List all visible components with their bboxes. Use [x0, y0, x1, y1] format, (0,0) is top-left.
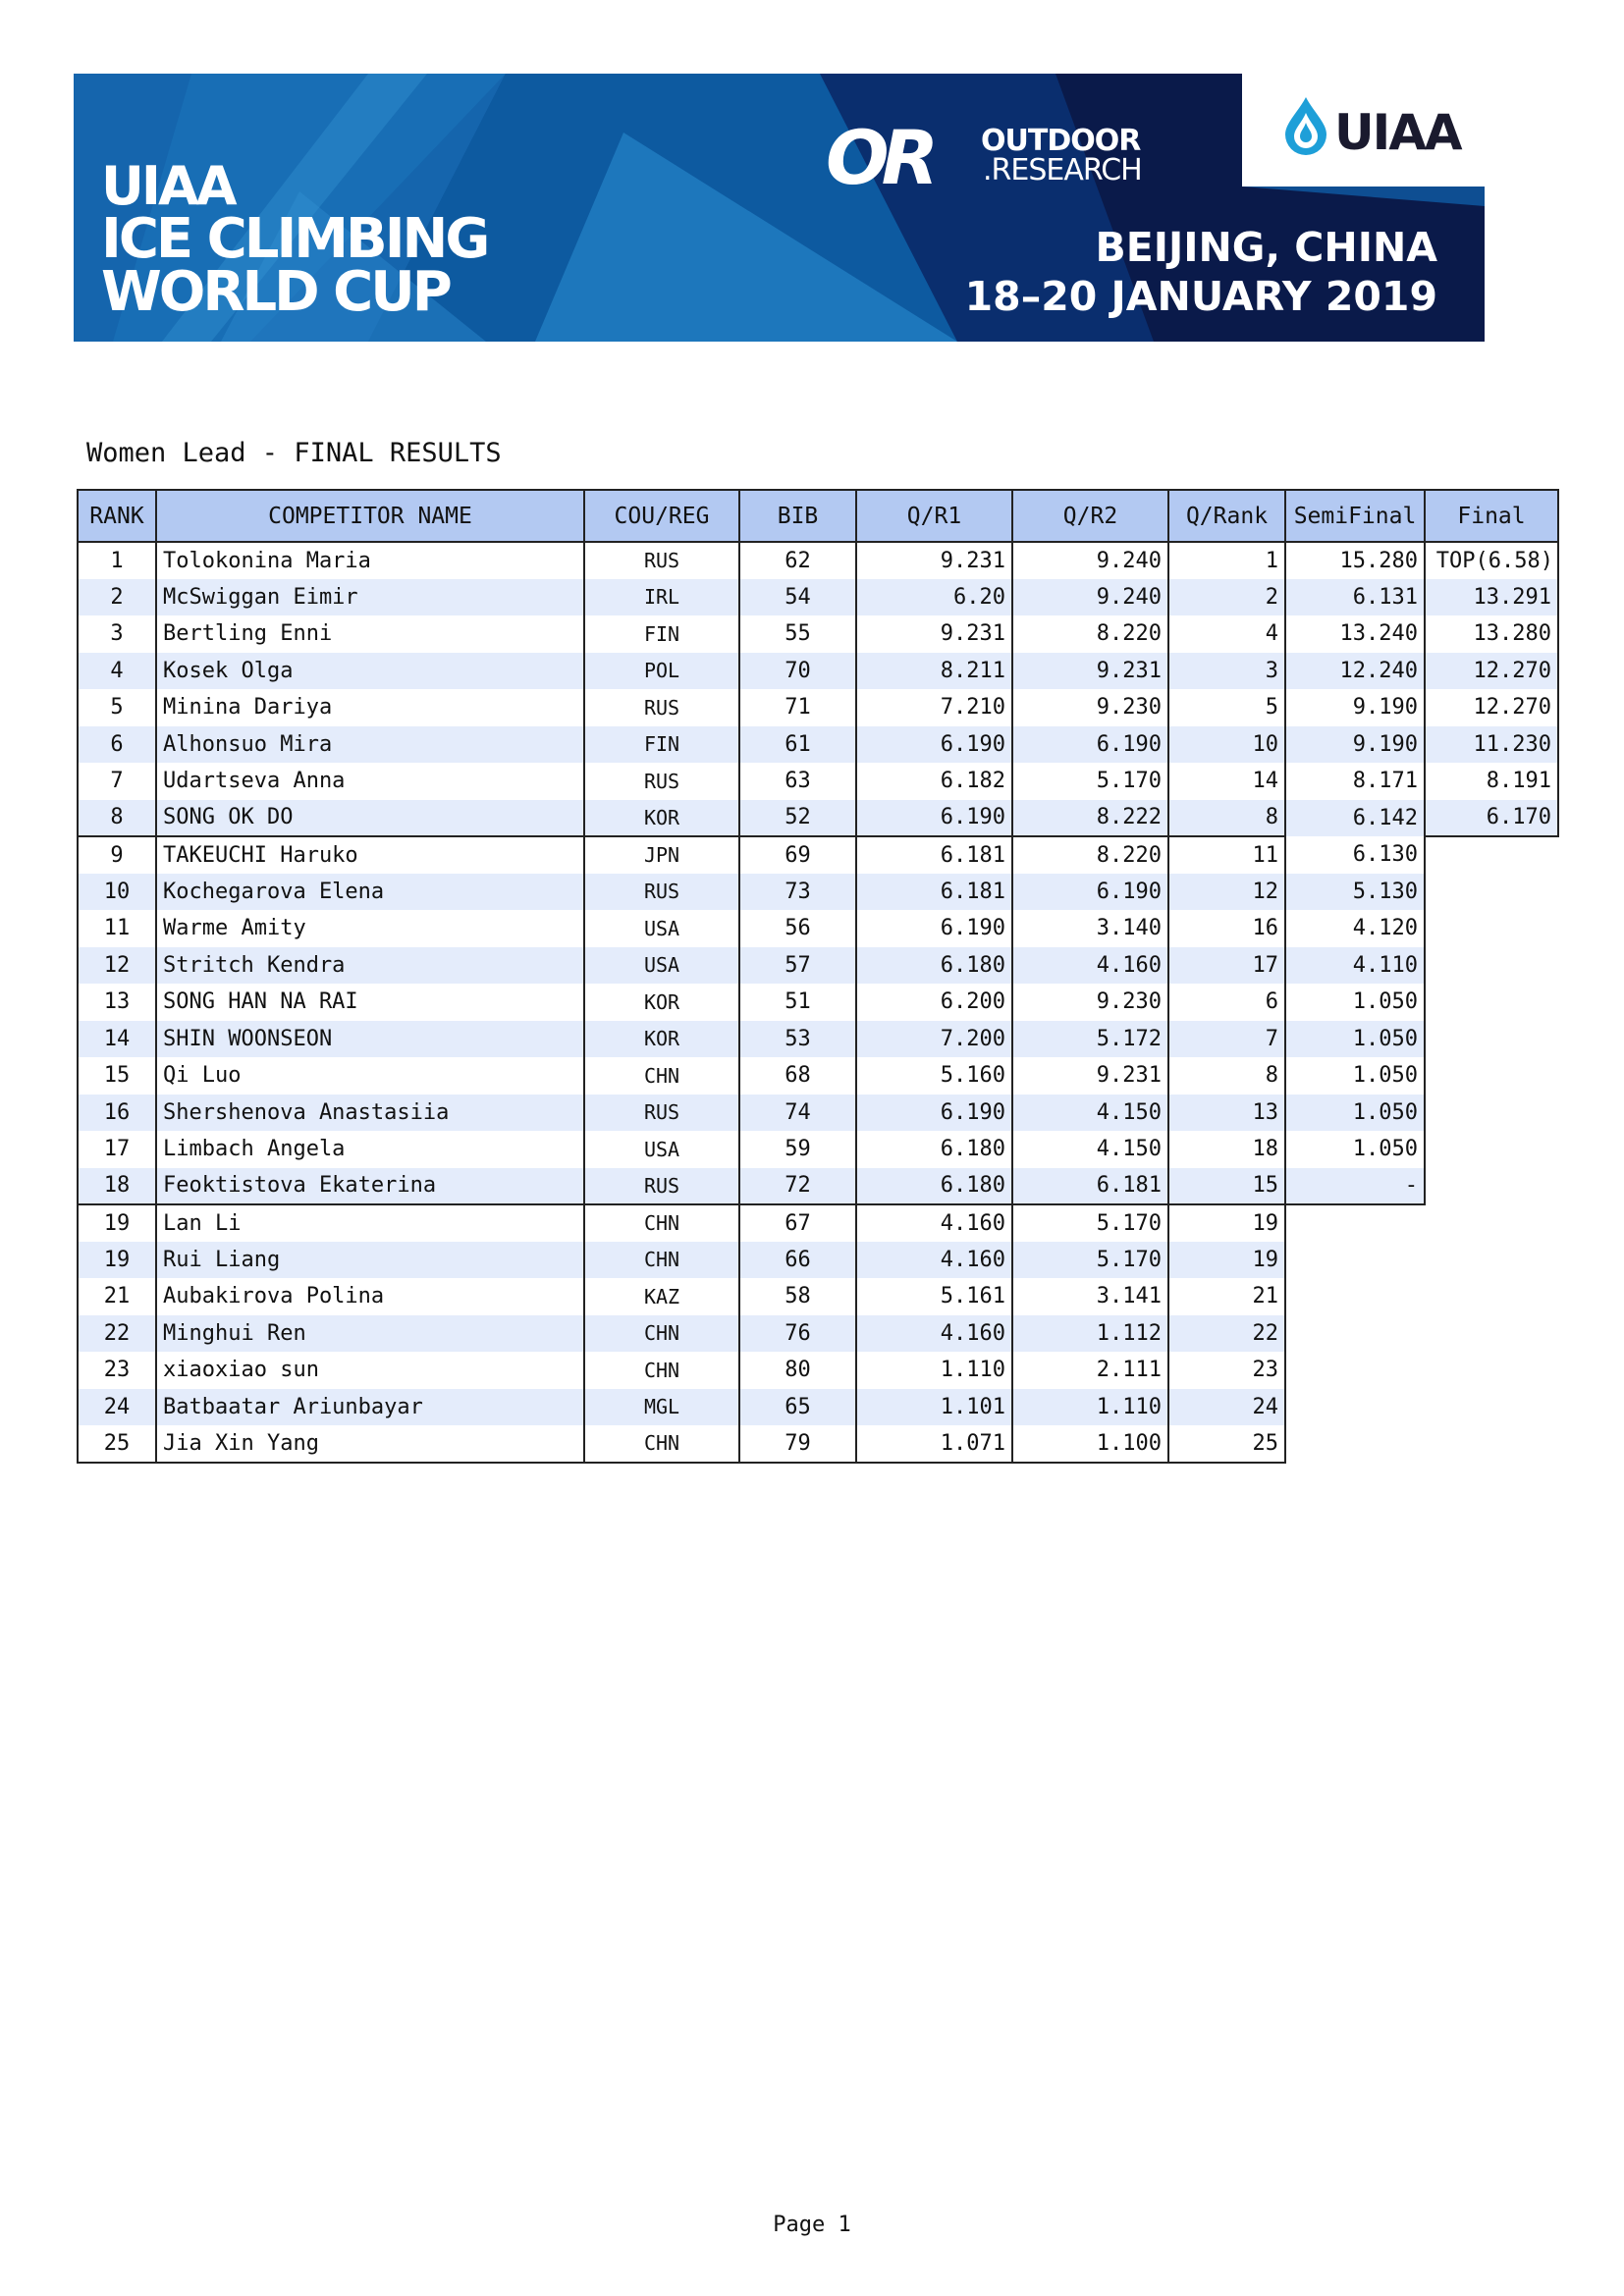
cell-country: FIN: [584, 615, 739, 653]
cell-semifinal: 9.190: [1285, 726, 1425, 764]
cell-bib: 70: [739, 653, 856, 690]
cell-competitor-name: Minghui Ren: [156, 1315, 584, 1353]
cell-qrank: 25: [1168, 1425, 1285, 1463]
cell-qr1: 6.180: [856, 1131, 1012, 1168]
cell-qrank: 11: [1168, 836, 1285, 874]
cell-rank: 6: [78, 726, 156, 764]
cell-bib: 63: [739, 763, 856, 800]
cell-qr1: 7.210: [856, 689, 1012, 726]
table-row: [78, 874, 1558, 911]
cell-country: RUS: [584, 1095, 739, 1132]
cell-final: [1425, 1352, 1558, 1389]
cell-rank: 15: [78, 1057, 156, 1095]
cell-qr2: 2.111: [1012, 1352, 1168, 1389]
cell-country: FIN: [584, 726, 739, 764]
cell-competitor-name: Minina Dariya: [156, 689, 584, 726]
cell-qrank: 23: [1168, 1352, 1285, 1389]
cell-qrank: 17: [1168, 947, 1285, 985]
cell-qr2: 9.240: [1012, 579, 1168, 616]
cell-competitor-name: Alhonsuo Mira: [156, 726, 584, 764]
cell-qr2: 6.190: [1012, 874, 1168, 911]
cell-semifinal: 13.240: [1285, 615, 1425, 653]
table-row: [78, 726, 1558, 764]
cell-country: CHN: [584, 1057, 739, 1095]
cell-final: [1425, 1095, 1558, 1132]
cell-qr1: 5.160: [856, 1057, 1012, 1095]
cell-competitor-name: Kochegarova Elena: [156, 874, 584, 911]
cell-qr1: 4.160: [856, 1204, 1012, 1242]
cell-rank: 19: [78, 1204, 156, 1242]
cell-rank: 12: [78, 947, 156, 985]
cell-country: POL: [584, 653, 739, 690]
cell-qr2: 8.220: [1012, 615, 1168, 653]
table-row: [78, 1315, 1558, 1353]
cell-qr2: 3.141: [1012, 1278, 1168, 1315]
cell-bib: 65: [739, 1389, 856, 1426]
cell-final: 8.191: [1425, 763, 1558, 800]
cell-country: USA: [584, 947, 739, 985]
cell-qr2: 5.170: [1012, 763, 1168, 800]
cell-bib: 61: [739, 726, 856, 764]
cell-qrank: 7: [1168, 1021, 1285, 1058]
cell-bib: 53: [739, 1021, 856, 1058]
cell-rank: 10: [78, 874, 156, 911]
cell-final: [1425, 1242, 1558, 1279]
cell-qrank: 3: [1168, 653, 1285, 690]
cell-final: 13.291: [1425, 579, 1558, 616]
cell-qr2: 4.160: [1012, 947, 1168, 985]
cell-semifinal: [1285, 1204, 1425, 1242]
cell-qrank: 8: [1168, 1057, 1285, 1095]
cell-competitor-name: Kosek Olga: [156, 653, 584, 690]
uiaa-logo-text: UIAA: [1334, 104, 1461, 161]
cell-qrank: 4: [1168, 615, 1285, 653]
cell-qr2: 9.230: [1012, 689, 1168, 726]
sponsor-mark: OR: [826, 114, 932, 201]
cell-semifinal: 4.110: [1285, 947, 1425, 985]
table-row: [78, 689, 1558, 726]
col-header-qrank: Q/Rank: [1168, 490, 1285, 542]
event-title: [101, 155, 488, 324]
cell-country: JPN: [584, 836, 739, 874]
cell-competitor-name: TAKEUCHI Haruko: [156, 836, 584, 874]
cell-semifinal: [1285, 1315, 1425, 1353]
cell-qr2: 9.231: [1012, 653, 1168, 690]
cell-competitor-name: SONG HAN NA RAI: [156, 984, 584, 1021]
cell-country: USA: [584, 910, 739, 947]
cell-semifinal: 1.050: [1285, 1131, 1425, 1168]
cell-qr1: 9.231: [856, 542, 1012, 579]
cell-competitor-name: SONG OK DO: [156, 800, 584, 837]
table-row: [78, 1389, 1558, 1426]
cell-bib: 80: [739, 1352, 856, 1389]
cell-qr2: 8.222: [1012, 800, 1168, 837]
cell-qrank: 19: [1168, 1204, 1285, 1242]
cell-competitor-name: Shershenova Anastasiia: [156, 1095, 584, 1132]
cell-rank: 7: [78, 763, 156, 800]
cell-semifinal: [1285, 1389, 1425, 1426]
cell-qrank: 13: [1168, 1095, 1285, 1132]
table-row: [78, 1425, 1558, 1463]
cell-rank: 21: [78, 1278, 156, 1315]
cell-final: [1425, 1204, 1558, 1242]
cell-final: [1425, 984, 1558, 1021]
cell-final: [1425, 1168, 1558, 1205]
table-row: [78, 1131, 1558, 1168]
cell-semifinal: 6.142: [1285, 800, 1425, 837]
cell-qr1: 4.160: [856, 1242, 1012, 1279]
cell-final: 13.280: [1425, 615, 1558, 653]
cell-qr2: 6.181: [1012, 1168, 1168, 1205]
table-row: [78, 1242, 1558, 1279]
cell-rank: 16: [78, 1095, 156, 1132]
cell-competitor-name: Udartseva Anna: [156, 763, 584, 800]
col-header-final: Final: [1425, 490, 1558, 542]
cell-country: RUS: [584, 1168, 739, 1205]
table-row: [78, 1168, 1558, 1205]
table-row: [78, 1095, 1558, 1132]
table-row: [78, 542, 1558, 579]
table-row: [78, 1352, 1558, 1389]
cell-qr2: 1.110: [1012, 1389, 1168, 1426]
cell-qr2: 9.240: [1012, 542, 1168, 579]
sponsor-word-1: OUTDOOR: [981, 124, 1141, 158]
cell-qrank: 1: [1168, 542, 1285, 579]
cell-final: [1425, 1425, 1558, 1463]
cell-rank: 8: [78, 800, 156, 837]
cell-country: CHN: [584, 1204, 739, 1242]
cell-country: RUS: [584, 542, 739, 579]
event-city: BEIJING, CHINA: [1095, 224, 1437, 271]
cell-bib: 62: [739, 542, 856, 579]
cell-bib: 79: [739, 1425, 856, 1463]
cell-qrank: 5: [1168, 689, 1285, 726]
cell-qr1: 6.190: [856, 800, 1012, 837]
cell-qr1: 6.190: [856, 910, 1012, 947]
cell-final: [1425, 910, 1558, 947]
table-row: [78, 910, 1558, 947]
cell-qr2: 8.220: [1012, 836, 1168, 874]
table-row: [78, 615, 1558, 653]
sponsor-word-2: .RESEARCH: [983, 153, 1142, 187]
cell-final: 11.230: [1425, 726, 1558, 764]
cell-semifinal: 1.050: [1285, 1021, 1425, 1058]
cell-semifinal: 4.120: [1285, 910, 1425, 947]
cell-final: [1425, 1389, 1558, 1426]
cell-qr2: 5.170: [1012, 1204, 1168, 1242]
cell-country: KOR: [584, 984, 739, 1021]
event-banner: [74, 74, 1485, 342]
cell-bib: 55: [739, 615, 856, 653]
cell-qrank: 24: [1168, 1389, 1285, 1426]
cell-qr2: 6.190: [1012, 726, 1168, 764]
cell-country: CHN: [584, 1425, 739, 1463]
cell-bib: 71: [739, 689, 856, 726]
cell-qrank: 21: [1168, 1278, 1285, 1315]
cell-semifinal: [1285, 1278, 1425, 1315]
cell-country: KAZ: [584, 1278, 739, 1315]
cell-semifinal: [1285, 1242, 1425, 1279]
cell-semifinal: 1.050: [1285, 1095, 1425, 1132]
cell-competitor-name: Qi Luo: [156, 1057, 584, 1095]
outdoor-research-logo: [826, 114, 1218, 201]
cell-bib: 54: [739, 579, 856, 616]
cell-country: RUS: [584, 763, 739, 800]
cell-rank: 4: [78, 653, 156, 690]
cell-final: 12.270: [1425, 689, 1558, 726]
cell-qrank: 2: [1168, 579, 1285, 616]
event-title-line-1: UIAA: [101, 155, 235, 217]
cell-rank: 13: [78, 984, 156, 1021]
water-drop-icon: [1281, 95, 1330, 156]
cell-country: IRL: [584, 579, 739, 616]
cell-competitor-name: Lan Li: [156, 1204, 584, 1242]
cell-competitor-name: Aubakirova Polina: [156, 1278, 584, 1315]
cell-rank: 5: [78, 689, 156, 726]
event-venue: [965, 223, 1437, 321]
cell-country: CHN: [584, 1242, 739, 1279]
cell-country: MGL: [584, 1389, 739, 1426]
cell-final: [1425, 947, 1558, 985]
cell-qr2: 3.140: [1012, 910, 1168, 947]
cell-country: CHN: [584, 1352, 739, 1389]
cell-qr1: 6.181: [856, 836, 1012, 874]
cell-competitor-name: Feoktistova Ekaterina: [156, 1168, 584, 1205]
cell-semifinal: 5.130: [1285, 874, 1425, 911]
cell-rank: 14: [78, 1021, 156, 1058]
col-header-qr1: Q/R1: [856, 490, 1012, 542]
cell-country: KOR: [584, 800, 739, 837]
table-row: [78, 1204, 1558, 1242]
cell-competitor-name: Warme Amity: [156, 910, 584, 947]
cell-final: [1425, 1131, 1558, 1168]
cell-qr2: 1.100: [1012, 1425, 1168, 1463]
cell-final: [1425, 1278, 1558, 1315]
cell-bib: 74: [739, 1095, 856, 1132]
cell-qr1: 6.180: [856, 947, 1012, 985]
table-row: [78, 1278, 1558, 1315]
cell-semifinal: [1285, 1425, 1425, 1463]
col-header-semifinal: SemiFinal: [1285, 490, 1425, 542]
event-title-line-2: ICE CLIMBING: [101, 207, 488, 271]
cell-qr2: 9.230: [1012, 984, 1168, 1021]
cell-semifinal: 8.171: [1285, 763, 1425, 800]
cell-semifinal: 15.280: [1285, 542, 1425, 579]
cell-qrank: 19: [1168, 1242, 1285, 1279]
cell-qr1: 5.161: [856, 1278, 1012, 1315]
cell-qrank: 12: [1168, 874, 1285, 911]
cell-semifinal: 9.190: [1285, 689, 1425, 726]
cell-rank: 17: [78, 1131, 156, 1168]
cell-final: TOP(6.58): [1425, 542, 1558, 579]
cell-qrank: 6: [1168, 984, 1285, 1021]
cell-competitor-name: Jia Xin Yang: [156, 1425, 584, 1463]
cell-qr1: 7.200: [856, 1021, 1012, 1058]
cell-qr1: 4.160: [856, 1315, 1012, 1353]
cell-final: [1425, 1057, 1558, 1095]
page-number: Page 1: [773, 2213, 851, 2237]
cell-bib: 68: [739, 1057, 856, 1095]
cell-rank: 22: [78, 1315, 156, 1353]
cell-qr2: 9.231: [1012, 1057, 1168, 1095]
cell-country: RUS: [584, 689, 739, 726]
results-table: [77, 489, 1559, 1464]
header-row: [78, 490, 1558, 542]
cell-qr1: 1.101: [856, 1389, 1012, 1426]
cell-rank: 24: [78, 1389, 156, 1426]
cell-semifinal: 6.130: [1285, 836, 1425, 874]
cell-rank: 25: [78, 1425, 156, 1463]
cell-rank: 19: [78, 1242, 156, 1279]
cell-qr2: 5.172: [1012, 1021, 1168, 1058]
cell-qr1: 6.190: [856, 1095, 1012, 1132]
cell-qrank: 22: [1168, 1315, 1285, 1353]
cell-final: [1425, 874, 1558, 911]
cell-competitor-name: Bertling Enni: [156, 615, 584, 653]
cell-qrank: 14: [1168, 763, 1285, 800]
cell-bib: 59: [739, 1131, 856, 1168]
cell-qr1: 1.110: [856, 1352, 1012, 1389]
cell-qr1: 6.200: [856, 984, 1012, 1021]
cell-bib: 56: [739, 910, 856, 947]
cell-rank: 9: [78, 836, 156, 874]
cell-bib: 72: [739, 1168, 856, 1205]
table-row: [78, 947, 1558, 985]
cell-qrank: 18: [1168, 1131, 1285, 1168]
cell-semifinal: 1.050: [1285, 984, 1425, 1021]
cell-rank: 23: [78, 1352, 156, 1389]
results-heading: Women Lead - FINAL RESULTS: [86, 438, 502, 468]
cell-competitor-name: Stritch Kendra: [156, 947, 584, 985]
cell-bib: 57: [739, 947, 856, 985]
col-header-name: COMPETITOR NAME: [156, 490, 584, 542]
cell-semifinal: -: [1285, 1168, 1425, 1205]
cell-rank: 18: [78, 1168, 156, 1205]
cell-qr1: 6.181: [856, 874, 1012, 911]
cell-final: 12.270: [1425, 653, 1558, 690]
cell-final: [1425, 1021, 1558, 1058]
cell-qr2: 5.170: [1012, 1242, 1168, 1279]
cell-qrank: 8: [1168, 800, 1285, 837]
cell-competitor-name: SHIN WOONSEON: [156, 1021, 584, 1058]
col-header-bib: BIB: [739, 490, 856, 542]
cell-bib: 69: [739, 836, 856, 874]
table-row: [78, 836, 1558, 874]
cell-semifinal: 6.131: [1285, 579, 1425, 616]
cell-rank: 11: [78, 910, 156, 947]
cell-country: RUS: [584, 874, 739, 911]
cell-qr1: 6.20: [856, 579, 1012, 616]
cell-semifinal: [1285, 1352, 1425, 1389]
cell-bib: 67: [739, 1204, 856, 1242]
cell-qr2: 1.112: [1012, 1315, 1168, 1353]
event-dates: 18–20 JANUARY 2019: [964, 273, 1437, 320]
cell-competitor-name: Limbach Angela: [156, 1131, 584, 1168]
cell-competitor-name: Rui Liang: [156, 1242, 584, 1279]
cell-qr1: 1.071: [856, 1425, 1012, 1463]
uiaa-logo: [1242, 74, 1485, 187]
table-row: [78, 653, 1558, 690]
results-body: [78, 542, 1558, 1463]
cell-rank: 3: [78, 615, 156, 653]
cell-final: 6.170: [1425, 800, 1558, 837]
cell-qrank: 15: [1168, 1168, 1285, 1205]
cell-bib: 66: [739, 1242, 856, 1279]
cell-bib: 73: [739, 874, 856, 911]
cell-qrank: 16: [1168, 910, 1285, 947]
cell-bib: 76: [739, 1315, 856, 1353]
cell-final: [1425, 1315, 1558, 1353]
table-row: [78, 984, 1558, 1021]
cell-qrank: 10: [1168, 726, 1285, 764]
table-row: [78, 579, 1558, 616]
cell-competitor-name: Tolokonina Maria: [156, 542, 584, 579]
cell-bib: 51: [739, 984, 856, 1021]
cell-qr1: 6.182: [856, 763, 1012, 800]
cell-competitor-name: McSwiggan Eimir: [156, 579, 584, 616]
cell-qr1: 6.190: [856, 726, 1012, 764]
col-header-qr2: Q/R2: [1012, 490, 1168, 542]
cell-competitor-name: Batbaatar Ariunbayar: [156, 1389, 584, 1426]
cell-country: USA: [584, 1131, 739, 1168]
table-row: [78, 763, 1558, 800]
event-title-line-3: WORLD CUP: [101, 260, 450, 324]
table-row: [78, 800, 1558, 837]
cell-rank: 2: [78, 579, 156, 616]
col-header-rank: RANK: [78, 490, 156, 542]
cell-semifinal: 12.240: [1285, 653, 1425, 690]
table-row: [78, 1021, 1558, 1058]
cell-qr1: 8.211: [856, 653, 1012, 690]
cell-qr2: 4.150: [1012, 1095, 1168, 1132]
cell-country: CHN: [584, 1315, 739, 1353]
cell-bib: 58: [739, 1278, 856, 1315]
table-row: [78, 1057, 1558, 1095]
cell-competitor-name: xiaoxiao sun: [156, 1352, 584, 1389]
cell-final: [1425, 836, 1558, 874]
cell-rank: 1: [78, 542, 156, 579]
cell-bib: 52: [739, 800, 856, 837]
cell-country: KOR: [584, 1021, 739, 1058]
cell-qr1: 9.231: [856, 615, 1012, 653]
cell-qr2: 4.150: [1012, 1131, 1168, 1168]
cell-semifinal: 1.050: [1285, 1057, 1425, 1095]
col-header-country: COU/REG: [584, 490, 739, 542]
cell-qr1: 6.180: [856, 1168, 1012, 1205]
